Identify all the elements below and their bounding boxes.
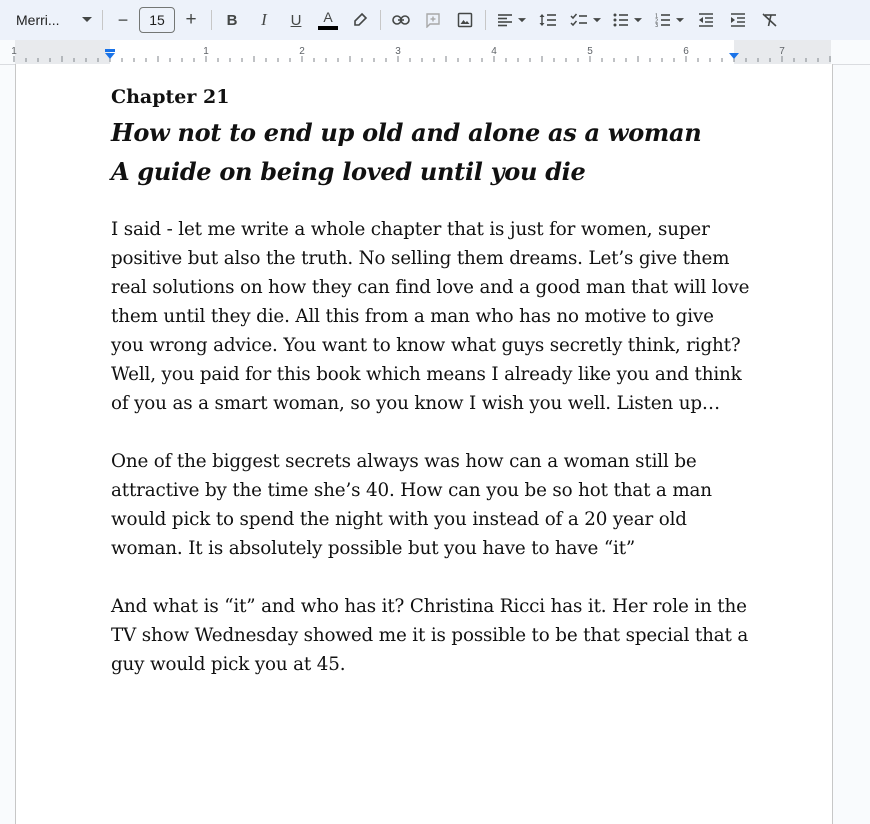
add-comment-button[interactable] — [417, 6, 449, 34]
decrease-font-size-button[interactable] — [107, 6, 139, 34]
chapter-subtitle: A guide on being loved until you die — [111, 157, 586, 186]
ruler-label: 3 — [395, 46, 401, 57]
image-icon — [457, 12, 473, 28]
minus-icon: − — [117, 9, 129, 30]
ruler-label: 5 — [587, 46, 593, 57]
add-comment-icon — [425, 12, 441, 28]
link-icon — [392, 15, 410, 25]
ruler-label: 1 — [11, 46, 17, 57]
line-spacing-icon — [539, 13, 557, 27]
toolbar-divider — [102, 10, 103, 30]
text-color-icon: A — [323, 9, 333, 25]
bulleted-list-dropdown[interactable] — [606, 6, 648, 34]
align-dropdown[interactable] — [490, 6, 532, 34]
insert-link-button[interactable] — [385, 6, 417, 34]
toolbar-divider — [211, 10, 212, 30]
blank-line — [111, 563, 751, 592]
ruler-label: 2 — [299, 46, 305, 57]
italic-button[interactable] — [248, 6, 280, 34]
line-spacing-button[interactable] — [532, 6, 564, 34]
bulleted-list-icon — [613, 13, 629, 27]
text-color-button[interactable] — [312, 6, 344, 34]
clear-formatting-button[interactable] — [754, 6, 786, 34]
document-page[interactable] — [15, 64, 833, 824]
font-family-dropdown[interactable] — [6, 6, 98, 34]
checklist-dropdown[interactable] — [564, 6, 606, 34]
chapter-heading: Chapter 21 — [111, 86, 230, 108]
font-family-value: Merri... — [16, 12, 60, 28]
ruler-label: 6 — [683, 46, 689, 57]
paragraph: One of the biggest secrets always was how can a woman still be attractive by the time she’s 40. How can you be so hot that a man would pick to spend the night with you instead of a 20 year old woman. It is absolutely possible but you have to have “it” — [111, 451, 712, 559]
chevron-down-icon — [634, 18, 642, 23]
ruler-label: 1 — [203, 46, 209, 57]
ruler-scale — [0, 40, 870, 64]
highlight-color-button[interactable] — [344, 6, 376, 34]
align-left-icon — [497, 13, 513, 27]
decrease-indent-button[interactable] — [690, 6, 722, 34]
chapter-title: How not to end up old and alone as a woman — [111, 118, 702, 147]
first-line-indent-marker[interactable] — [105, 49, 115, 52]
increase-font-size-button[interactable] — [175, 6, 207, 34]
chevron-down-icon — [82, 17, 92, 23]
bold-icon: B — [226, 11, 238, 29]
ruler-label: 4 — [491, 46, 497, 57]
svg-text:3: 3 — [654, 23, 658, 27]
font-size-input[interactable]: 15 — [139, 7, 175, 33]
chevron-down-icon — [676, 18, 684, 23]
ruler-label: 7 — [779, 46, 785, 57]
toolbar-divider — [485, 10, 486, 30]
italic-icon: I — [261, 10, 267, 29]
paragraph: I said - let me write a whole chapter that is just for women, super positive but also the truth. No selling them dreams. Let’s give them real solutions on how they can find love and a good man that will love them until they die. All this from a man who has no motive to give you wrong advice. You want to know what guys secretly think, right? Well, you paid for this book which means I already like you and think of you as a smart woman, so you know I wish you well. Listen up… — [111, 219, 750, 414]
insert-image-button[interactable] — [449, 6, 481, 34]
blank-line — [111, 418, 751, 447]
horizontal-ruler[interactable] — [0, 40, 870, 65]
text-color-swatch — [318, 26, 338, 30]
decrease-indent-icon — [698, 13, 714, 27]
increase-indent-icon — [730, 13, 746, 27]
toolbar-divider — [380, 10, 381, 30]
chevron-down-icon — [518, 18, 526, 23]
document-body[interactable] — [111, 82, 751, 679]
numbered-list-dropdown[interactable] — [648, 6, 690, 34]
numbered-list-icon — [655, 13, 671, 27]
plus-icon: + — [185, 9, 197, 30]
highlighter-icon — [352, 12, 368, 28]
bold-button[interactable] — [216, 6, 248, 34]
clear-formatting-icon — [762, 13, 778, 27]
chevron-down-icon — [593, 18, 601, 23]
paragraph: And what is “it” and who has it? Christina Ricci has it. Her role in the TV show Wednesday showed me it is possible to be that special that a guy would pick you at 45. — [111, 596, 749, 675]
svg-text:1: 1 — [654, 13, 658, 20]
svg-text:2: 2 — [654, 18, 658, 25]
underline-button[interactable] — [280, 6, 312, 34]
formatting-toolbar — [0, 0, 870, 40]
blank-line — [111, 191, 751, 215]
increase-indent-button[interactable] — [722, 6, 754, 34]
checklist-icon — [570, 13, 588, 27]
underline-icon: U — [290, 11, 302, 29]
